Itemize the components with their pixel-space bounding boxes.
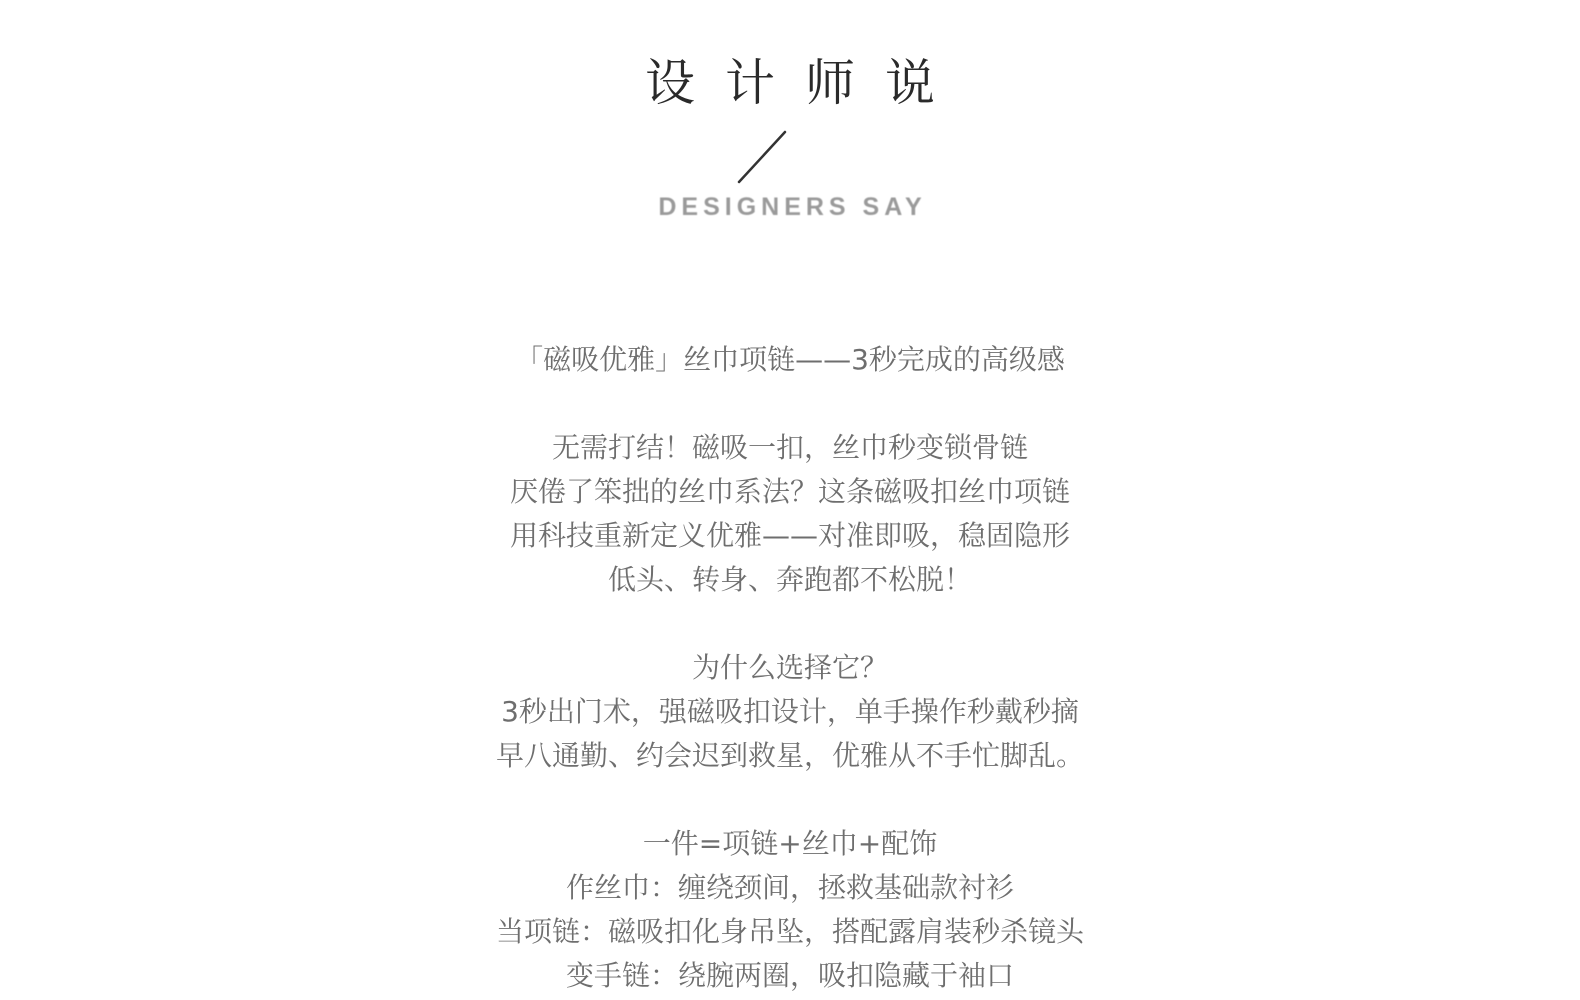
why-line: 3秒出门术，强磁吸扣设计，单手操作秒戴秒摘 [501, 695, 1079, 728]
spacer [0, 778, 1580, 822]
intro-line: 无需打结！磁吸一扣，丝巾秒变锁骨链 [551, 431, 1028, 464]
headline: 「磁吸优雅」丝巾项链——3秒完成的高级感 [515, 343, 1065, 376]
designer-header [0, 0, 1580, 240]
why-heading: 为什么选择它？ [691, 651, 888, 684]
title-english: DESIGNERS SAY [658, 193, 927, 221]
intro-line: 厌倦了笨拙的丝巾系法？这条磁吸扣丝巾项链 [509, 475, 1070, 508]
intro-line: 用科技重新定义优雅——对准即吸，稳固隐形 [509, 519, 1070, 552]
spacer [0, 382, 1580, 426]
slash-divider-icon [735, 128, 789, 186]
title-chinese: 设计师说 [645, 54, 965, 112]
usage-line: 作丝巾：缠绕颈间，拯救基础款衬衫 [565, 871, 1014, 904]
spacer [0, 602, 1580, 646]
usage-line: 变手链：绕腕两圈，吸扣隐藏于袖口 [565, 959, 1014, 992]
designer-description [0, 338, 1580, 998]
why-line: 早八通勤、约会迟到救星，优雅从不手忙脚乱。 [495, 739, 1084, 772]
usage-heading: 一件=项链+丝巾+配饰 [642, 827, 938, 860]
usage-line: 当项链：磁吸扣化身吊坠，搭配露肩装秒杀镜头 [495, 915, 1084, 948]
intro-line: 低头、转身、奔跑都不松脱！ [607, 563, 972, 596]
